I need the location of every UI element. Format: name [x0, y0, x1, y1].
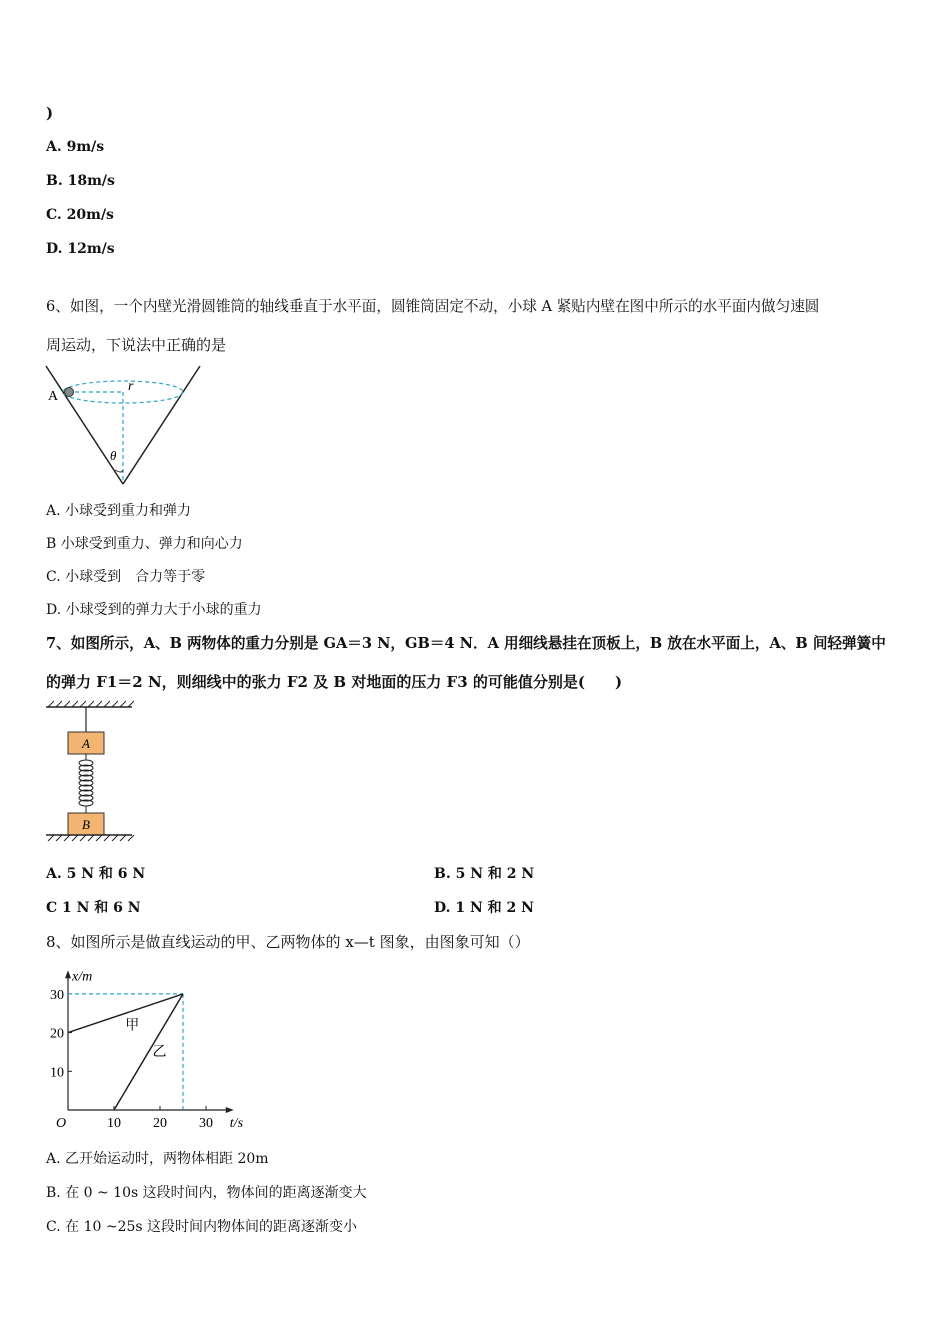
- label-block-a: A: [82, 736, 90, 751]
- q5-option-c: C. 20m/s: [46, 207, 114, 223]
- x-axis-label: t/s: [229, 1116, 244, 1131]
- q6-stem-line2: 周运动，下说法中正确的是: [46, 336, 227, 354]
- q7-stem-line1: 7、如图所示，A、B 两物体的重力分别是 GA＝3 N，GB＝4 N．A 用细线悬挂在顶板上，B 放在水平面上，A、B 间轻弹簧中: [46, 635, 886, 652]
- cone-figure: [40, 360, 210, 490]
- q7-stem-line2: 的弹力 F1＝2 N，则细线中的张力 F2 及 B 对地面的压力 F3 的可能值分别是( ): [46, 673, 623, 691]
- origin-label: O: [56, 1116, 67, 1131]
- xt-chart: [40, 960, 260, 1135]
- q7-option-b: B. 5 N 和 2 N: [434, 866, 535, 882]
- q7-option-d: D. 1 N 和 2 N: [434, 900, 534, 916]
- ball-a: [65, 388, 74, 397]
- q6-stem-line1: 6、如图，一个内壁光滑圆锥筒的轴线垂直于水平面，圆锥筒固定不动，小球 A 紧贴内壁在图中所示的水平面内做匀速圆: [46, 298, 820, 315]
- x-tick-label: 20: [153, 1116, 167, 1131]
- x-axis-arrow: [226, 1107, 234, 1113]
- q7-option-c: C 1 N 和 6 N: [46, 900, 141, 916]
- q6-option-d: D. 小球受到的弹力大于小球的重力: [46, 602, 262, 618]
- series-line-2: [114, 994, 183, 1110]
- label-theta: θ: [110, 448, 117, 463]
- q8-option-a: A. 乙开始运动时，两物体相距 20m: [46, 1151, 269, 1167]
- q6-option-a: A. 小球受到重力和弹力: [46, 503, 192, 519]
- q8-stem: 8、如图所示是做直线运动的甲、乙两物体的 x—t 图象，由图象可知（）: [46, 933, 530, 951]
- y-tick-label: 20: [50, 1026, 64, 1042]
- q5-option-d: D. 12m/s: [46, 241, 115, 257]
- x-tick-label: 10: [107, 1116, 121, 1131]
- q5-tail: ): [46, 104, 54, 122]
- q6-option-c: C. 小球受到 合力等于零: [46, 569, 206, 585]
- series-label-2: 乙: [152, 1044, 167, 1060]
- x-tick-label: 30: [199, 1116, 213, 1131]
- q5-option-a: A. 9m/s: [46, 139, 105, 155]
- label-r: r: [128, 379, 134, 394]
- label-block-b: B: [82, 817, 90, 832]
- y-axis-label: x/m: [72, 969, 93, 985]
- y-tick-label: 10: [50, 1065, 64, 1081]
- y-axis-arrow: [65, 970, 71, 978]
- q7-option-a: A. 5 N 和 6 N: [46, 866, 146, 882]
- q8-option-b: B. 在 0 ~ 10s 这段时间内，物体间的距离逐渐变大: [46, 1185, 367, 1201]
- label-a: A: [48, 389, 59, 404]
- series-label-1: 甲: [125, 1018, 140, 1034]
- spring-figure: [44, 700, 136, 848]
- q8-option-c: C. 在 10 ~25s 这段时间内物体间的距离逐渐变小: [46, 1219, 358, 1235]
- y-tick-label: 30: [50, 987, 64, 1003]
- q5-option-b: B. 18m/s: [46, 173, 115, 189]
- q6-option-b: B 小球受到重力、弹力和向心力: [46, 536, 243, 552]
